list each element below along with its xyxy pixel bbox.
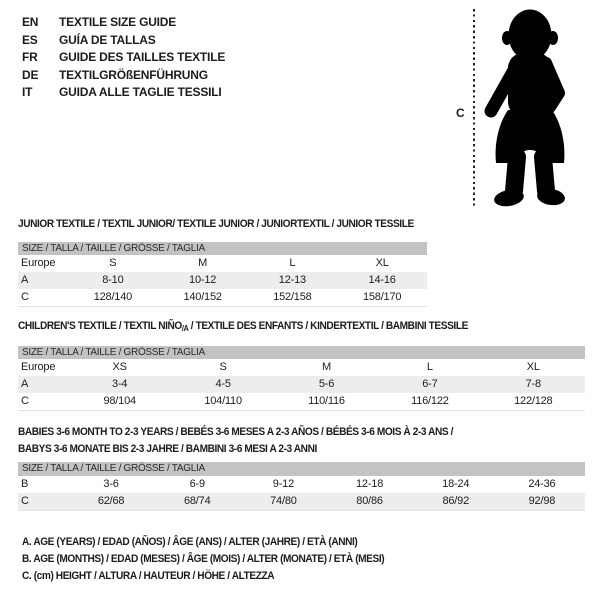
table-cell: 80/86 <box>326 493 412 510</box>
legend-line-a: A. AGE (YEARS) / EDAD (AÑOS) / ÂGE (ANS) / ALTER (JAHRE) / ETÀ (ANNI) <box>22 536 358 548</box>
table-cell: 98/104 <box>103 395 136 407</box>
language-row-de <box>22 67 225 85</box>
children-size-table <box>18 346 585 411</box>
language-title: GUIDE DES TAILLES TEXTILE <box>59 50 226 64</box>
title-text: / TEXTILE DES ENFANTS / KINDERTEXTIL / BAMBINI TESSILE <box>188 320 468 332</box>
col-header-cell: XL <box>526 361 540 373</box>
language-title: GUIDA ALLE TAGLIE TESSILI <box>59 85 222 99</box>
table-cell: 7-8 <box>482 376 585 393</box>
size-header-bar: SIZE / TALLA / TAILLE / GRÖSSE / TAGLIA <box>18 346 585 359</box>
title-line-2: BABYS 3-6 MONATE BIS 2-3 JAHRE / BAMBINI 3-6 MESI A 2-3 ANNI <box>18 442 317 455</box>
language-row-en <box>22 14 225 32</box>
height-measure-dotted-line <box>473 9 475 208</box>
size-header-bar: SIZE / TALLA / TAILLE / GRÖSSE / TAGLIA <box>18 462 585 476</box>
language-row-es <box>22 32 225 50</box>
title-line-1: BABIES 3-6 MONTH TO 2-3 YEARS / BEBÉS 3-6 MESES A 2-3 AÑOS / BÉBÉS 3-6 MOIS À 2-3 ANS / <box>18 426 454 438</box>
legend-line-b: B. AGE (MONTHS) / EDAD (MESES) / ÂGE (MOIS) / ALTER (MONATE) / ETÀ (MESI) <box>22 553 385 565</box>
table-cell: 14-16 <box>337 272 427 289</box>
table-cell: 68/74 <box>154 493 240 510</box>
col-header-cell: M <box>198 257 208 269</box>
language-row-it <box>22 84 225 102</box>
section-title-children <box>18 318 468 338</box>
row-label: A <box>18 272 68 289</box>
table-cell: 3-4 <box>68 376 171 393</box>
col-header-cell: S <box>219 361 227 373</box>
language-title: TEXTILE SIZE GUIDE <box>59 15 177 29</box>
measure-legend <box>22 534 416 585</box>
table-cell: 9-12 <box>272 478 295 490</box>
table-cell: 12-13 <box>248 272 338 289</box>
size-header-bar: SIZE / TALLA / TAILLE / GRÖSSE / TAGLIA <box>18 242 427 255</box>
table-cell: 110/116 <box>308 395 345 407</box>
language-code: FR <box>22 50 38 64</box>
language-title: GUÍA DE TALLAS <box>59 32 156 47</box>
row-label: Europe <box>21 361 56 373</box>
col-header-cell: L <box>289 257 296 269</box>
legend-line-c: C. (cm) HEIGHT / ALTURA / HAUTEUR / HÖHE / ALTEZZA <box>22 570 275 582</box>
section-title-junior: JUNIOR TEXTILE / TEXTIL JUNIOR/ TEXTILE JUNIOR / JUNIORTEXTIL / JUNIOR TESSILE <box>18 218 414 230</box>
language-code: IT <box>22 85 33 99</box>
table-cell: 5-6 <box>275 376 378 393</box>
babies-size-table <box>18 462 585 511</box>
title-text: CHILDREN'S TEXTILE / TEXTIL NIÑO <box>18 320 182 332</box>
row-label: C <box>21 395 29 407</box>
table-cell: 122/128 <box>514 395 553 407</box>
section-title-babies <box>18 424 453 457</box>
language-title: TEXTILGRÖßENFÜHRUNG <box>59 67 208 82</box>
table-cell: 18-24 <box>442 478 470 490</box>
table-cell: 12-18 <box>356 478 384 490</box>
table-cell: 4-5 <box>171 376 274 393</box>
language-code: EN <box>22 15 39 29</box>
baby-silhouette-icon <box>480 5 600 213</box>
table-cell: 128/140 <box>93 291 133 303</box>
title-subscript: /A <box>181 324 189 333</box>
col-header-cell: M <box>322 361 331 373</box>
row-label: A <box>18 376 68 393</box>
table-cell: 6-9 <box>189 478 205 490</box>
table-cell: 6-7 <box>378 376 481 393</box>
table-cell: 74/80 <box>240 493 326 510</box>
height-measure-label: C <box>456 106 465 120</box>
table-cell: 116/122 <box>411 395 449 407</box>
language-title-list <box>22 14 225 102</box>
row-label: Europe <box>21 257 56 269</box>
col-header-cell: XS <box>112 361 127 373</box>
table-cell: 10-12 <box>158 272 248 289</box>
table-cell: 104/110 <box>204 395 242 407</box>
row-label: B <box>21 478 29 490</box>
col-header-cell: L <box>426 361 433 373</box>
table-cell: 152/158 <box>273 291 312 303</box>
table-cell: 86/92 <box>413 493 499 510</box>
row-label: C <box>18 493 68 510</box>
table-cell: 140/152 <box>183 291 222 303</box>
table-cell: 3-6 <box>103 478 119 490</box>
table-cell: 92/98 <box>499 493 585 510</box>
row-label: C <box>21 291 29 303</box>
col-header-cell: S <box>109 257 117 269</box>
table-cell: 62/68 <box>68 493 154 510</box>
col-header-cell: XL <box>375 257 389 269</box>
junior-size-table <box>18 242 427 307</box>
language-row-fr <box>22 49 225 67</box>
language-code: DE <box>22 67 39 82</box>
table-cell: 8-10 <box>68 272 158 289</box>
table-cell: 158/170 <box>362 291 402 303</box>
table-cell: 24-36 <box>528 478 556 490</box>
language-code: ES <box>22 32 38 47</box>
